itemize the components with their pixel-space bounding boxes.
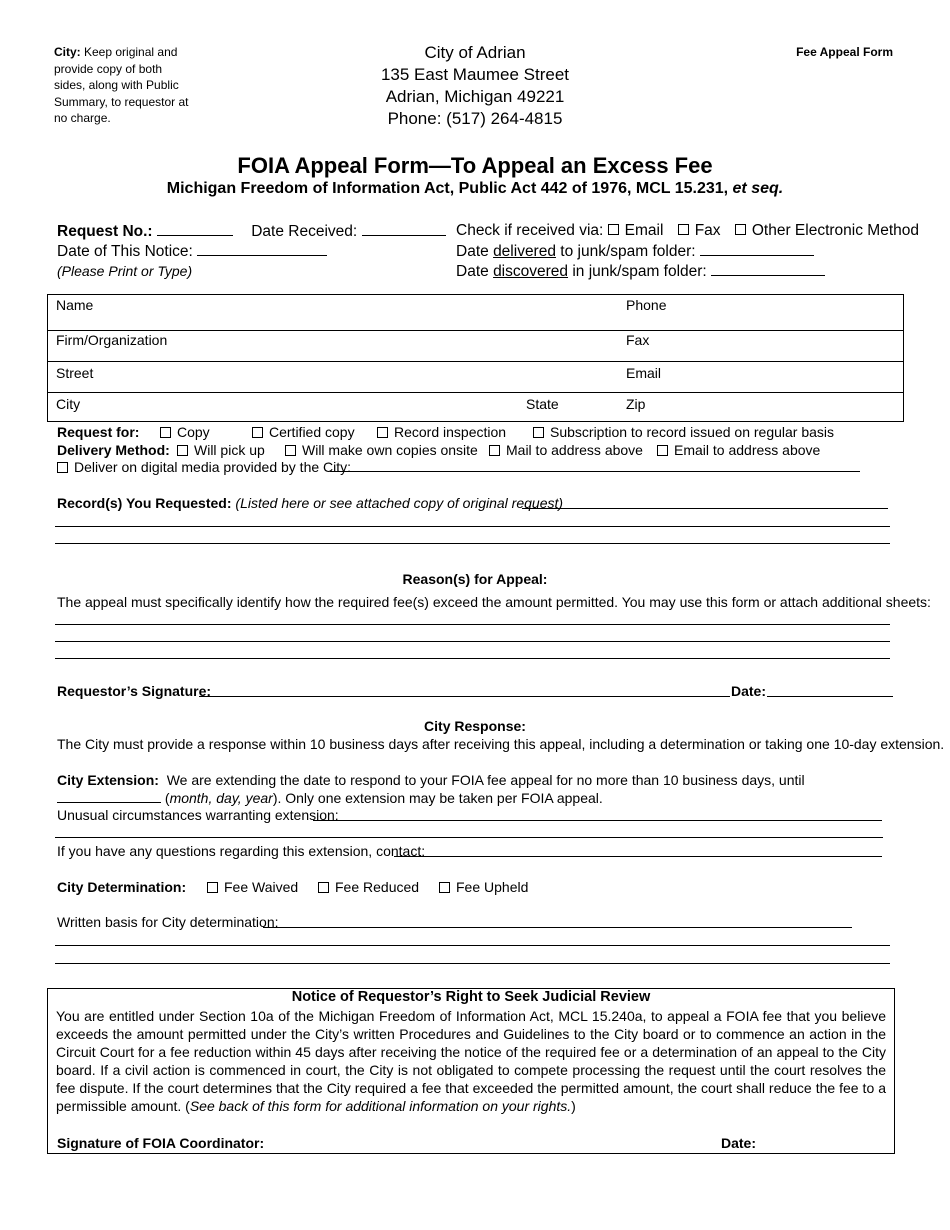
copy-label: Copy <box>177 424 210 440</box>
table-divider <box>47 361 903 362</box>
certified-checkbox[interactable] <box>252 427 263 438</box>
notice-body-italic: See back of this form for additional information on your rights. <box>189 1098 572 1114</box>
date-delivered-field[interactable] <box>700 242 814 256</box>
onsite-option <box>285 442 478 458</box>
street-label: Street <box>56 365 94 381</box>
request-no-row <box>57 222 446 241</box>
requestor-signature-label: Requestor’s Signature: <box>57 683 212 699</box>
digital-media-checkbox[interactable] <box>57 462 68 473</box>
digital-media-option <box>57 459 351 475</box>
page-subtitle <box>0 180 950 198</box>
subscription-label: Subscription to record issued on regular basis <box>550 424 835 440</box>
pickup-label: Will pick up <box>194 442 265 458</box>
date-delivered-row <box>456 242 814 261</box>
other-electronic-checkbox[interactable] <box>735 224 746 235</box>
mail-option <box>489 442 643 458</box>
email-delivery-option <box>657 442 820 458</box>
unusual-circumstances-label: Unusual circumstances warranting extension: <box>57 807 339 823</box>
request-for-label: Request for: <box>57 424 140 440</box>
records-line[interactable] <box>55 526 890 527</box>
written-basis-line[interactable] <box>55 963 890 964</box>
request-no-field[interactable] <box>157 222 233 236</box>
discovered-pre: Date <box>456 263 494 280</box>
name-label: Name <box>56 297 94 313</box>
inspection-checkbox[interactable] <box>377 427 388 438</box>
city-instruction-note <box>54 44 194 127</box>
city-phone: Phone: (517) 264-4815 <box>387 109 563 128</box>
extension-day-year-hint: day, year <box>216 790 273 806</box>
fax-checkbox[interactable] <box>678 224 689 235</box>
form-label: Fee Appeal Form <box>796 45 893 59</box>
unusual-circumstances-field[interactable] <box>313 820 882 821</box>
extension-note: ). Only one extension may be taken per FOIA appeal. <box>272 790 603 806</box>
pickup-checkbox[interactable] <box>177 445 188 456</box>
onsite-checkbox[interactable] <box>285 445 296 456</box>
notice-body <box>56 1007 886 1115</box>
date-received-field[interactable] <box>362 222 446 236</box>
date-discovered-row <box>456 262 825 281</box>
delivered-underlined: delivered <box>493 243 556 260</box>
email-label: Email <box>626 365 662 381</box>
subtitle-italic: et seq. <box>732 180 784 197</box>
phone-label: Phone <box>626 297 667 313</box>
questions-contact-field[interactable] <box>394 856 882 857</box>
discovered-post: in junk/spam folder: <box>568 263 707 280</box>
mail-label: Mail to address above <box>506 442 643 458</box>
mail-checkbox[interactable] <box>489 445 500 456</box>
fee-upheld-checkbox[interactable] <box>439 882 450 893</box>
state-label: State <box>526 396 559 412</box>
reasons-heading: Reason(s) for Appeal: <box>402 571 548 587</box>
copy-option <box>160 424 210 440</box>
signature-date-label: Date: <box>731 683 767 699</box>
reason-line[interactable] <box>55 658 890 659</box>
table-divider <box>47 392 903 393</box>
records-label: Record(s) You Requested: <box>57 495 232 511</box>
fax-option-label: Fax <box>694 222 721 239</box>
table-divider <box>47 330 903 331</box>
notice-body-text: You are entitled under Section 10a of the Michigan Freedom of Information Act, MCL 15.240a, to appeal a FOIA fee that you believe exceeds the amount permitted under the City’s written Procedures and Guidelines to the City board or to commence an action in the Circuit Court for a fee reduction within 45 days after receiving the notice of the required fee or a determination of an appeal to the City board. If a civil action is commenced in court, the City is not obligated to compete processing the request until the court resolves the fee dispute. If the court determines that the City required a fee that exceeded the permitted amount, the court shall reduce the fee to a permissible amount. ( <box>56 1008 886 1114</box>
received-via-label: Check if received via: <box>456 222 604 239</box>
city-name: City of Adrian <box>424 43 526 62</box>
notice-body-end: ) <box>571 1098 576 1114</box>
certified-option <box>252 424 355 440</box>
zip-label: Zip <box>626 396 646 412</box>
email-option-label: Email <box>624 222 664 239</box>
contact-table <box>47 294 904 422</box>
date-notice-field[interactable] <box>197 242 327 256</box>
city-address-block <box>325 42 625 130</box>
written-basis-line[interactable] <box>55 945 890 946</box>
date-discovered-field[interactable] <box>711 262 825 276</box>
questions-contact-label: If you have any questions regarding this extension, contact: <box>57 843 426 859</box>
fee-waived-label: Fee Waived <box>224 879 299 895</box>
delivered-post: to junk/spam folder: <box>555 243 696 260</box>
city-label: City <box>56 396 81 412</box>
city-determination-label: City Determination: <box>57 879 187 895</box>
fax-label: Fax <box>626 332 650 348</box>
request-no-label: Request No.: <box>57 223 153 240</box>
email-delivery-checkbox[interactable] <box>657 445 668 456</box>
notice-heading: Notice of Requestor’s Right to Seek Judicial Review <box>291 989 651 1005</box>
city-state-zip: Adrian, Michigan 49221 <box>385 87 565 106</box>
fee-reduced-checkbox[interactable] <box>318 882 329 893</box>
delivered-pre: Date <box>456 243 494 260</box>
extension-month-hint: month, <box>169 790 213 806</box>
city-response-heading: City Response: <box>424 718 526 734</box>
records-line[interactable] <box>55 543 890 544</box>
written-basis-field[interactable] <box>263 927 852 928</box>
city-extension-label: City Extension: <box>57 772 159 788</box>
date-received-label: Date Received: <box>251 223 358 240</box>
discovered-underlined: discovered <box>493 263 569 280</box>
written-basis-label: Written basis for City determination: <box>57 914 279 930</box>
subtitle-text: Michigan Freedom of Information Act, Public Act 442 of 1976, MCL 15.231, <box>166 180 733 197</box>
inspection-label: Record inspection <box>394 424 507 440</box>
inspection-option <box>377 424 506 440</box>
fee-waived-option <box>207 879 298 895</box>
certified-label: Certified copy <box>269 424 355 440</box>
date-notice-row <box>57 242 327 261</box>
onsite-label: Will make own copies onsite <box>302 442 478 458</box>
other-option-label: Other Electronic Method <box>751 222 919 239</box>
coordinator-date-label: Date: <box>721 1135 757 1151</box>
date-notice-label: Date of This Notice: <box>57 243 193 260</box>
pickup-option <box>177 442 265 458</box>
reason-line[interactable] <box>55 624 890 625</box>
unusual-circumstances-line[interactable] <box>55 837 883 838</box>
fee-reduced-label: Fee Reduced <box>335 879 420 895</box>
email-checkbox[interactable] <box>608 224 619 235</box>
page-title: FOIA Appeal Form—To Appeal an Excess Fee <box>237 153 713 178</box>
records-hint: (Listed here or see attached copy of original request) <box>235 495 564 511</box>
coordinator-signature-label: Signature of FOIA Coordinator: <box>57 1135 265 1151</box>
reason-line[interactable] <box>55 641 890 642</box>
records-field[interactable] <box>522 508 888 509</box>
received-via-row <box>456 222 919 240</box>
note-label: City: <box>54 45 81 59</box>
fee-waived-checkbox[interactable] <box>207 882 218 893</box>
firm-label: Firm/Organization <box>56 332 168 348</box>
requestor-signature-field[interactable] <box>199 696 730 697</box>
copy-checkbox[interactable] <box>160 427 171 438</box>
print-type-hint: (Please Print or Type) <box>57 263 193 279</box>
fee-upheld-label: Fee Upheld <box>456 879 529 895</box>
email-delivery-label: Email to address above <box>674 442 821 458</box>
digital-media-field[interactable] <box>330 471 860 472</box>
reasons-instructions: The appeal must specifically identify how the required fee(s) exceed the amount permitted. You may use this form or attach additional sheets: <box>57 594 931 610</box>
subscription-checkbox[interactable] <box>533 427 544 438</box>
city-extension-text: We are extending the date to respond to your FOIA fee appeal for no more than 10 business days, until <box>166 772 805 788</box>
city-street: 135 East Maumee Street <box>380 65 570 84</box>
fee-reduced-option <box>318 879 419 895</box>
signature-date-field[interactable] <box>767 696 893 697</box>
extension-date-field[interactable] <box>57 789 161 803</box>
note-text: Keep original and provide copy of both sides, along with Public Summary, to requestor at no charge. <box>54 45 189 125</box>
digital-media-label: Deliver on digital media provided by the City: <box>74 459 352 475</box>
request-for-row <box>57 424 139 440</box>
city-extension-paragraph: City Extension: We are extending the date to respond to your FOIA fee appeal for no more than 10 business days, until (month, day, year). Only one extension may be taken per FOIA appeal. <box>57 772 805 806</box>
city-response-text: The City must provide a response within 10 business days after receiving this appeal, including a determination or taking one 10-day extension. <box>57 736 945 752</box>
fee-upheld-option <box>439 879 528 895</box>
subscription-option <box>533 424 834 440</box>
records-requested-row <box>57 495 563 511</box>
delivery-method-label: Delivery Method: <box>57 442 170 458</box>
